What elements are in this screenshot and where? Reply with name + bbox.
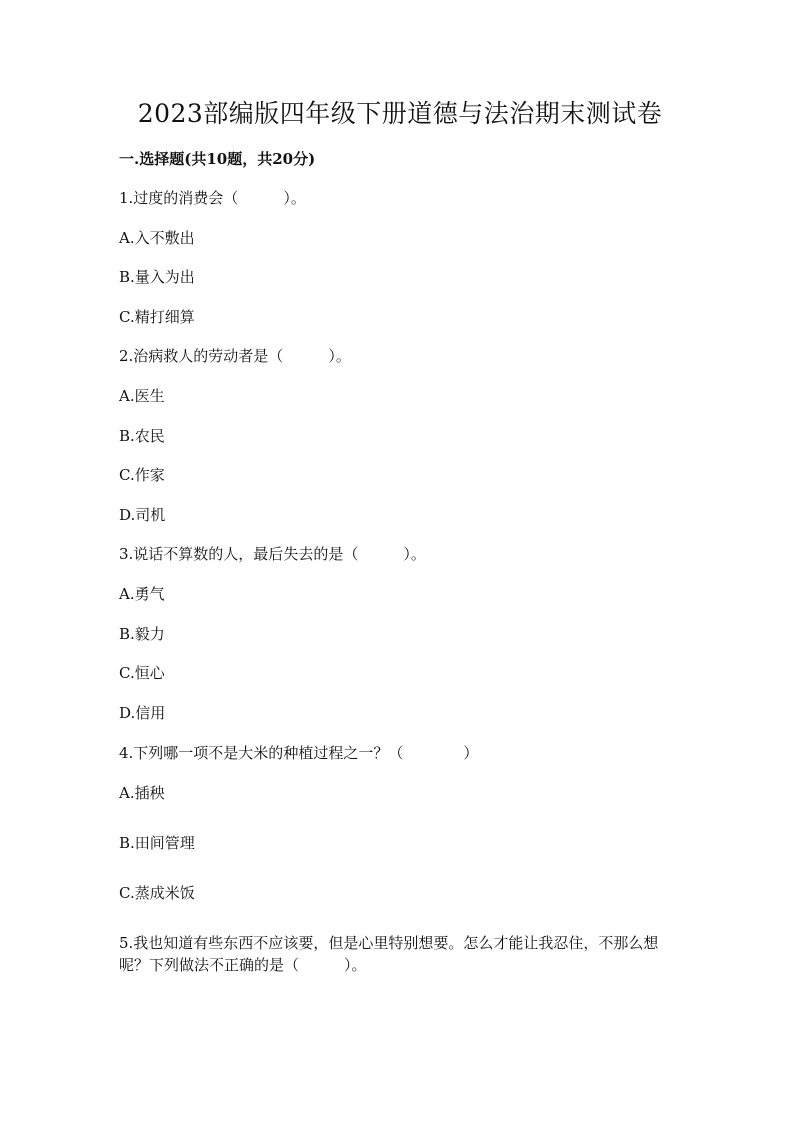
section-heading: 一.选择题(共10题，共20分) xyxy=(119,150,316,168)
answer-option: D.信用 xyxy=(119,704,166,722)
answer-option: C.作家 xyxy=(119,466,165,484)
answer-option: A.入不敷出 xyxy=(119,229,195,247)
answer-option: C.蒸成米饭 xyxy=(119,884,195,902)
question-stem: 5.我也知道有些东西不应该要，但是心里特别想要。怎么才能让我忍住，不那么想呢？下列做法不正确的是（ ）。 xyxy=(119,934,659,974)
answer-option: A.医生 xyxy=(119,387,165,405)
answer-option: C.精打细算 xyxy=(119,308,195,326)
answer-option: B.毅力 xyxy=(119,625,165,643)
page-title: 2023部编版四年级下册道德与法治期末测试卷 xyxy=(137,99,663,128)
answer-option: A.插秧 xyxy=(119,784,165,802)
question-stem: 3.说话不算数的人，最后失去的是（ ）。 xyxy=(119,545,426,563)
answer-option: C.恒心 xyxy=(119,664,165,682)
answer-option: D.司机 xyxy=(119,506,166,524)
question-stem: 1.过度的消费会（ ）。 xyxy=(119,189,306,207)
answer-option: A.勇气 xyxy=(119,585,165,603)
answer-option: B.农民 xyxy=(119,427,165,445)
answer-option: B.量入为出 xyxy=(119,268,195,286)
question-stem: 2.治病救人的劳动者是（ ）。 xyxy=(119,347,351,365)
answer-option: B.田间管理 xyxy=(119,834,195,852)
question-stem: 4.下列哪一项不是大米的种植过程之一？（ ） xyxy=(119,744,479,762)
